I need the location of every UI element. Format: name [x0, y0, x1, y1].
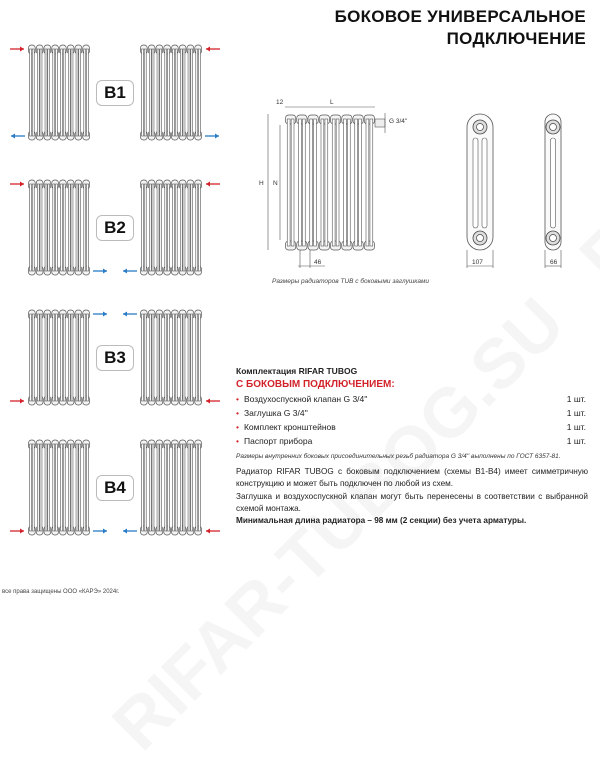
bullet-icon: •: [236, 408, 239, 418]
title-line-2: ПОДКЛЮЧЕНИЕ: [446, 29, 586, 48]
dim-46: 46: [314, 259, 322, 266]
dim-thread: G 3/4'': [389, 118, 408, 125]
kit-list: [236, 366, 586, 460]
kit-subheading: С БОКОВЫМ ПОДКЛЮЧЕНИЕМ:: [236, 379, 395, 390]
radiator-side-view: [467, 114, 493, 268]
description-p2: Заглушка и воздухоспускной клапан могут быть перенесены в соответствии с выбранной схемой монтажа.: [236, 491, 588, 513]
footer-copyright: все права защищены ООО «КАРЭ» 2024г.: [2, 589, 120, 595]
scheme-label-b1: B1: [96, 80, 134, 106]
kit-item: [236, 394, 586, 404]
kit-item-qty: 1 шт.: [566, 422, 586, 432]
scheme-label-b4: B4: [96, 475, 134, 501]
description: [236, 466, 588, 527]
scheme-label-b3: B3: [96, 345, 134, 371]
kit-item: [236, 436, 586, 446]
kit-item-name: Паспорт прибора: [243, 436, 313, 446]
description-p3: Минимальная длина радиатора – 98 мм (2 секции) без учета арматуры.: [236, 516, 527, 526]
dim-L: L: [330, 99, 334, 106]
drawing-caption: Размеры радиаторов TUB с боковыми заглушками: [272, 278, 430, 285]
dim-12: 12: [276, 99, 284, 106]
bullet-icon: •: [236, 422, 239, 432]
bullet-icon: •: [236, 394, 239, 404]
valve-icon: [375, 119, 385, 127]
kit-item-qty: 1 шт.: [566, 436, 586, 446]
radiator-side-view: [545, 114, 561, 268]
kit-item-qty: 1 шт.: [566, 394, 586, 404]
kit-note: Размеры внутренних боковых присоединительных резьб радиатора G 3/4'' выполнены по ГОСТ 6357-81.: [236, 453, 561, 460]
kit-item-name: Заглушка G 3/4'': [243, 408, 308, 418]
kit-item: [236, 408, 586, 418]
kit-item: [236, 422, 586, 432]
kit-item-name: Воздухоспускной клапан G 3/4'': [243, 394, 368, 404]
scheme-label-b2: B2: [96, 215, 134, 241]
dim-H: H: [259, 180, 264, 187]
title-line-1: БОКОВОЕ УНИВЕРСАЛЬНОЕ: [334, 7, 586, 26]
kit-item-name: Комплект кронштейнов: [243, 422, 336, 432]
kit-item-qty: 1 шт.: [566, 408, 586, 418]
dim-66: 66: [550, 259, 558, 266]
kit-heading: Комплектация RIFAR TUBOG: [236, 366, 358, 376]
dim-107: 107: [472, 259, 483, 266]
radiator-icon: [286, 115, 375, 250]
dim-N: N: [273, 180, 278, 187]
bullet-icon: •: [236, 436, 239, 446]
description-p1: Радиатор RIFAR TUBOG с боковым подключением (схемы В1-В4) имеет симметричную конструкцию и может быть подключен по любой из схем.: [236, 467, 588, 489]
